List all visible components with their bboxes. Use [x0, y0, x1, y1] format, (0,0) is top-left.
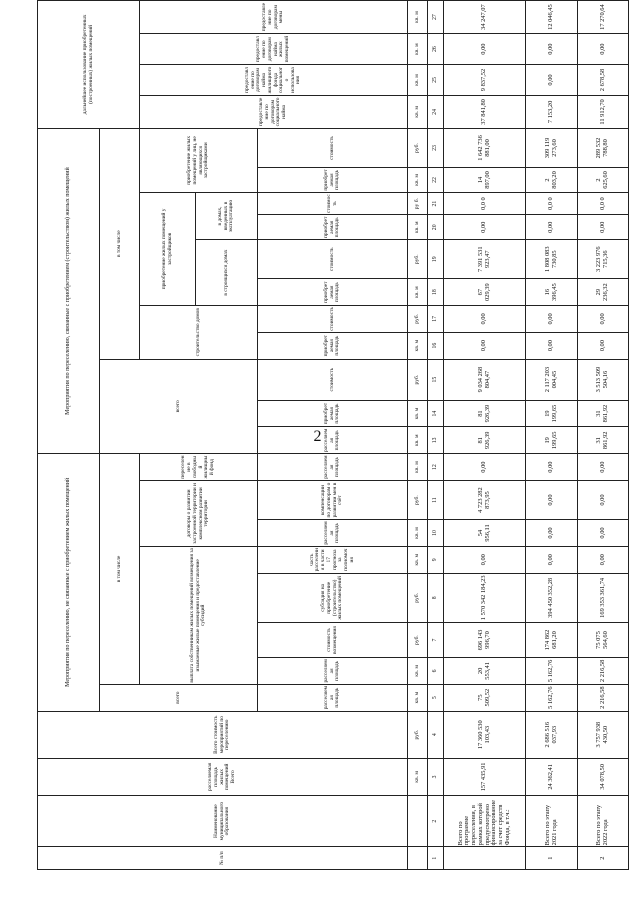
unit-26: кв. м — [408, 34, 428, 65]
header-vozmeshenie: стоимость возмещения — [258, 623, 408, 658]
unit-9: кв. м — [408, 546, 428, 573]
unit-7: руб. — [408, 623, 428, 658]
col-number: 13 — [428, 427, 444, 454]
cell: 75 075 564,60 — [578, 623, 629, 658]
cell: 696 143 996,70 — [444, 623, 526, 658]
header-dog-naima-fond: предоставление по договорам найма жилищного фонда социального использования — [140, 65, 408, 96]
header-stoimost-19: стоимость — [258, 240, 408, 279]
cell: 7 153,20 — [526, 95, 578, 128]
unit-21: ру б. — [408, 192, 428, 215]
unit-12: кв. м — [408, 454, 428, 481]
col-number: 20 — [428, 215, 444, 240]
unit-15: руб. — [408, 359, 428, 400]
cell: 2 117 203 004,45 — [526, 359, 578, 400]
cell: 2 803,20 — [526, 168, 578, 193]
unit-13: кв. м — [408, 427, 428, 454]
unit-11: руб. — [408, 481, 428, 520]
cell: 0,00 — [526, 215, 578, 240]
cell: 17 270,64 — [578, 1, 629, 34]
col-number: 1 — [428, 847, 444, 870]
header-dog-mena: предоставление по договорам мены — [140, 1, 408, 34]
row-number: 2 — [578, 847, 629, 870]
cell: 34 078,50 — [578, 758, 629, 795]
header-rassel-ploshad-12: расселяемая площадь — [258, 454, 408, 481]
unit-6: кв. м — [408, 658, 428, 685]
header-group-b: Мероприятия по переселению, связанные с приобретением (строительством) жилых помещений — [38, 128, 100, 453]
header-dog-kommerch: предоставление по договорам найма жилых помещений — [140, 34, 408, 65]
cell: 0,0 0 — [578, 192, 629, 215]
col-number: 24 — [428, 95, 444, 128]
cell: 0,00 — [444, 215, 526, 240]
cell: 157 435,91 — [444, 758, 526, 795]
col-number: 11 — [428, 481, 444, 520]
row-number — [444, 847, 526, 870]
rotated-table-area — [37, 0, 628, 870]
cell: 11 912,70 — [578, 95, 629, 128]
cell: 0,00 — [578, 546, 629, 573]
cell: 0,00 — [578, 332, 629, 359]
cell: 0,00 — [444, 546, 526, 573]
header-n: № п/п — [38, 847, 408, 870]
unit-16: кв. м — [408, 332, 428, 359]
header-pereselenie-fond: переселение в свободный жилищный фонд — [140, 454, 258, 481]
unit-17: руб. — [408, 306, 428, 333]
header-priobr-ploshad-14: приобретаемая площадь — [258, 400, 408, 427]
header-dalneyshee: дальнейшее использование приобретенных (построенных) жилых помещений — [38, 1, 140, 129]
unit-24: кв. м — [408, 95, 428, 128]
cell: 0,00 — [578, 306, 629, 333]
col-number: 4 — [428, 711, 444, 758]
unit-19: руб. — [408, 240, 428, 279]
header-priobretenie-mnogokv: приобретение жилых помещений у застройщиков — [140, 192, 196, 305]
cell: 14 897,00 — [444, 168, 526, 193]
page-number: 2 — [313, 428, 322, 445]
resettlement-table — [37, 0, 629, 870]
col-number: 2 — [428, 795, 444, 846]
cell: 2 216,58 — [578, 658, 629, 685]
cell: 0,00 — [526, 306, 578, 333]
cell: 2 686 516 037,93 — [526, 711, 578, 758]
col-number: 17 — [428, 306, 444, 333]
cell: 12 046,45 — [526, 1, 578, 34]
cell: 0,00 — [578, 481, 629, 520]
col-number: 16 — [428, 332, 444, 359]
cell: 1 642 736 881,00 — [444, 128, 526, 167]
header-dog-soc-naima: предоставление по договорам социального найма — [140, 95, 408, 128]
cell: 3 757 938 430,50 — [578, 711, 629, 758]
table-row — [444, 1, 526, 870]
cell: 0,00 — [578, 454, 629, 481]
table-row — [526, 1, 578, 870]
cell: 0,00 — [526, 546, 578, 573]
row-name: Всего по этапу 2021 года — [526, 795, 578, 846]
row-name: Всего по программе переселения, в рамках которой предусмотрено финансирование за счет средств Фонда, в т.ч.: — [444, 795, 526, 846]
cell: 0,00 — [526, 65, 578, 96]
header-subsidiya: субсидия на приобретение (строительство) жилых помещений — [258, 573, 408, 622]
col-number: 23 — [428, 128, 444, 167]
col-number: 8 — [428, 573, 444, 622]
cell: 309 119 273,60 — [526, 128, 578, 167]
header-priobr-ploshad-18: приобретаемая площадь — [258, 279, 408, 306]
col-number: 21 — [428, 192, 444, 215]
cell: 34 247,07 — [444, 1, 526, 34]
cell: 174 862 681,20 — [526, 623, 578, 658]
cell: 0,00 — [526, 454, 578, 481]
cell: 19 199,65 — [526, 400, 578, 427]
header-priobr-ploshad-20: приобретаемая площадь — [258, 215, 408, 240]
unit-25: кв. м — [408, 65, 428, 96]
header-priobretenie-lic: приобретение жилых помещений у лиц, не являющихся застройщиками — [140, 128, 258, 192]
cell: 37 841,80 — [444, 95, 526, 128]
cell: 0,0 0 — [444, 192, 526, 215]
cell: 81 926,39 — [444, 427, 526, 454]
col-number: 26 — [428, 34, 444, 65]
cell: 7 391 531 923,47 — [444, 240, 526, 279]
header-vsego-a: всего — [100, 684, 258, 711]
table-container — [37, 0, 628, 870]
cell: 0,00 — [526, 332, 578, 359]
cell: 0,00 — [578, 520, 629, 547]
cell: 0,00 — [444, 306, 526, 333]
cell: 394 450 352,28 — [526, 573, 578, 622]
header-priobr-ploshad-22: приобретаемая площадь — [258, 168, 408, 193]
unit-8: руб. — [408, 573, 428, 622]
header-v-tom-chisle-b: в том числе — [100, 128, 140, 359]
col-number: 27 — [428, 1, 444, 34]
header-dogovory: договоры о развитии застроенной территории и комплексном развитии территории — [140, 481, 258, 547]
cell: 81 926,39 — [444, 400, 526, 427]
unit-27: кв. м — [408, 1, 428, 34]
cell: 0,00 — [444, 454, 526, 481]
col-number: 10 — [428, 520, 444, 547]
row-number: 1 — [526, 847, 578, 870]
header-v-domah-vvedennyh: в домах, введенных в эксплуатацию — [196, 192, 258, 239]
col-number: 5 — [428, 684, 444, 711]
cell: 5 162,76 — [526, 684, 578, 711]
col-number: 12 — [428, 454, 444, 481]
cell: 67 029,39 — [444, 279, 526, 306]
cell: 1 808 083 730,85 — [526, 240, 578, 279]
header-rassel-ploshad-a: расселяемая площадь — [258, 684, 408, 711]
unit-18: кв. м — [408, 279, 428, 306]
header-v-stroyaschihsya: в строящихся домах — [196, 240, 258, 306]
cell: 9 837,52 — [444, 65, 526, 96]
cell: 5 162,76 — [526, 658, 578, 685]
cell: 1 570 342 184,23 — [444, 573, 526, 622]
col-number: 3 — [428, 758, 444, 795]
header-rassel-ploshad-10: расселяемая площадь — [258, 520, 408, 547]
col-number: 14 — [428, 400, 444, 427]
header-v-tom-chisle-a: в том числе — [100, 454, 140, 685]
cell: 29 236,32 — [578, 279, 629, 306]
cell: 31 861,92 — [578, 400, 629, 427]
cell: 2 216,58 — [578, 684, 629, 711]
col-number: 25 — [428, 65, 444, 96]
table-row — [578, 1, 629, 870]
unit-1 — [408, 847, 428, 870]
col-number: 18 — [428, 279, 444, 306]
unit-3: кв. м — [408, 758, 428, 795]
header-mena: компенсации по договорам о развитии мен в счёт — [258, 481, 408, 520]
header-stoimost-21: стоимость — [258, 192, 408, 215]
header-total-cost: Всего стоимость мероприятий по переселению — [38, 711, 408, 758]
col-number: 6 — [428, 658, 444, 685]
cell: 54 956,11 — [444, 520, 526, 547]
header-stoimost-23: стоимость — [258, 128, 408, 167]
header-total-area: расселяемая площадь жилых помещений Всего — [38, 758, 408, 795]
cell: 0,00 — [578, 215, 629, 240]
cell: 4 723 282 873,95 — [444, 481, 526, 520]
cell: 169 353 361,74 — [578, 573, 629, 622]
row-name: Всего по этапу 2022 года — [578, 795, 629, 846]
header-name: Наименование муниципального образования — [38, 795, 408, 846]
unit-2 — [408, 795, 428, 846]
cell: 17 360 530 103,43 — [444, 711, 526, 758]
col-number: 22 — [428, 168, 444, 193]
cell: 0,00 — [526, 520, 578, 547]
unit-4: руб. — [408, 711, 428, 758]
cell: 289 532 788,80 — [578, 128, 629, 167]
cell: 9 034 268 804,47 — [444, 359, 526, 400]
cell: 0,00 — [444, 332, 526, 359]
cell: 19 199,65 — [526, 427, 578, 454]
cell: 3 223 976 715,36 — [578, 240, 629, 279]
unit-23: руб. — [408, 128, 428, 167]
col-number: 15 — [428, 359, 444, 400]
cell: 0,00 — [444, 34, 526, 65]
unit-14: кв. м — [408, 400, 428, 427]
cell: 2 678,58 — [578, 65, 629, 96]
cell: 20 553,41 — [444, 658, 526, 685]
cell: 2 625,60 — [578, 168, 629, 193]
header-priobr-ploshad-16: приобретаемая площадь — [258, 332, 408, 359]
header-vsego-b: всего — [100, 359, 258, 454]
header-chast-9: часть расселения в части 17 прогноза за полномочия — [258, 546, 408, 573]
column-numbers-row — [428, 1, 444, 870]
header-stoimost-15: стоимость — [258, 359, 408, 400]
header-stroitelstvo: строительство домов — [140, 306, 258, 360]
col-number: 9 — [428, 546, 444, 573]
cell: 75 509,52 — [444, 684, 526, 711]
cell: 0,00 — [526, 34, 578, 65]
header-rassel-ploshad-13: расселяемая площадь — [258, 427, 408, 454]
cell: 0,0 0 — [526, 192, 578, 215]
col-number: 7 — [428, 623, 444, 658]
header-stoimost-17: стоимость — [258, 306, 408, 333]
col-number: 19 — [428, 240, 444, 279]
unit-10: кв. м — [408, 520, 428, 547]
cell: 31 861,92 — [578, 427, 629, 454]
unit-22: кв. м — [408, 168, 428, 193]
header-vyplata: выплата собственникам жилых помещений возмещения за изымаемые жилые помещения и предоставление субсидий — [140, 546, 258, 684]
unit-5: кв. м — [408, 684, 428, 711]
cell: 24 362,41 — [526, 758, 578, 795]
cell: 16 396,45 — [526, 279, 578, 306]
cell: 0,00 — [578, 34, 629, 65]
cell: 3 513 509 504,16 — [578, 359, 629, 400]
unit-20: кв. м — [408, 215, 428, 240]
cell: 0,00 — [526, 481, 578, 520]
header-group-a: Мероприятия по переселению, не связанные с приобретением жилых помещений — [38, 454, 100, 711]
header-rassel-ploshad-6: расселяемая площадь — [258, 658, 408, 685]
